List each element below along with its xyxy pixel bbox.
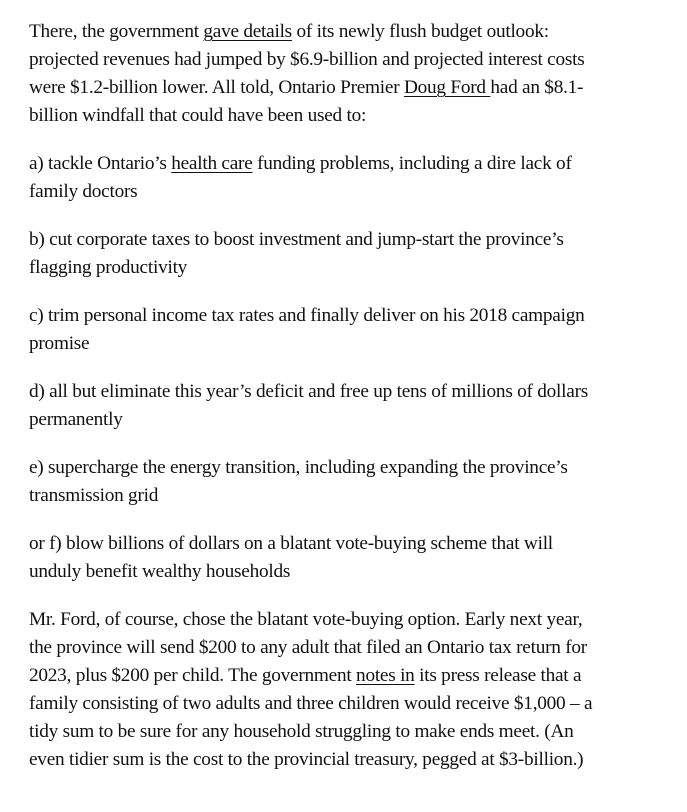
intro-text-3: had an $8.1-billion windfall that could have been used to: bbox=[29, 77, 584, 126]
option-f: or f) blow billions of dollars on a blatant vote-buying scheme that will unduly benefit wealthy households bbox=[29, 533, 553, 582]
article-body bbox=[29, 18, 609, 794]
doug-ford-link[interactable]: Doug Ford bbox=[403, 77, 491, 98]
conclusion-text-2: its press release that a family consisting of two adults and three children would receive $1,000 – a tidy sum to be sure for any household struggling to make ends meet. (An even tidier sum is the cost to the provincial treasury, pegged at $3-billion.) bbox=[29, 665, 593, 770]
option-a-text-1: a) tackle Ontario’s bbox=[29, 153, 172, 174]
intro-text-2: of its newly flush budget outlook: projected revenues had jumped by $6.9-billion and projected interest costs were $1.2-billion lower. All told, Ontario Premier bbox=[29, 21, 585, 98]
paragraph-conclusion bbox=[29, 606, 609, 774]
option-a-text-2: funding problems, including a dire lack of family doctors bbox=[29, 153, 572, 202]
option-c: c) trim personal income tax rates and finally deliver on his 2018 campaign promise bbox=[29, 305, 585, 354]
gave-details-link[interactable]: gave details bbox=[203, 21, 292, 42]
option-d: d) all but eliminate this year’s deficit and free up tens of millions of dollars permanently bbox=[29, 381, 589, 430]
option-b: b) cut corporate taxes to boost investment and jump-start the province’s flagging productivity bbox=[29, 229, 564, 278]
conclusion-text-1: Mr. Ford, of course, chose the blatant vote-buying option. Early next year, the province will send $200 to any adult that filed an Ontario tax return for 2023, plus $200 per child. The government bbox=[29, 609, 587, 686]
option-e: e) supercharge the energy transition, including expanding the province’s transmission grid bbox=[29, 457, 568, 506]
notes-in-link[interactable]: notes in bbox=[356, 665, 415, 686]
health-care-link[interactable]: health care bbox=[171, 153, 253, 174]
option-a bbox=[29, 150, 609, 206]
intro-text-1: There, the government bbox=[29, 21, 204, 42]
paragraph-intro bbox=[29, 18, 609, 130]
